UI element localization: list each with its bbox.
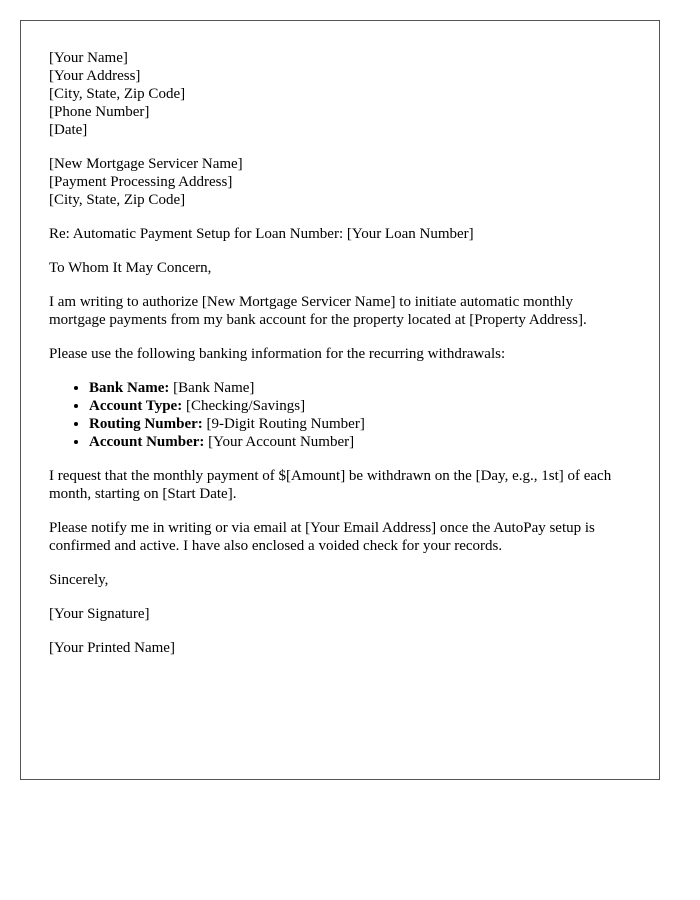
recipient-name: [New Mortgage Servicer Name] (49, 156, 243, 172)
authorization-paragraph: I am writing to authorize [New Mortgage Servicer Name] to initiate automatic monthly mortgage payments from my bank account for the property located at [Property Address]. (49, 294, 587, 328)
salutation: To Whom It May Concern, (49, 260, 212, 276)
recipient-block (49, 155, 631, 209)
account-number-label: Account Number: (89, 434, 205, 450)
routing-number-value: [9-Digit Routing Number] (206, 416, 365, 432)
routing-number-label: Routing Number: (89, 416, 203, 432)
bank-name-value: [Bank Name] (173, 380, 255, 396)
printed-name: [Your Printed Name] (49, 640, 175, 656)
banking-intro-paragraph: Please use the following banking information for the recurring withdrawals: (49, 346, 506, 362)
list-item (89, 397, 631, 415)
letter-page (20, 20, 660, 780)
notification-paragraph: Please notify me in writing or via email at [Your Email Address] once the AutoPay setup is confirmed and active. I have also enclosed a voided check for your records. (49, 520, 595, 554)
sender-block (49, 49, 631, 139)
banking-info-list (49, 379, 631, 451)
payment-request-paragraph: I request that the monthly payment of $[Amount] be withdrawn on the [Day, e.g., 1st] of each month, starting on [Start Date]. (49, 468, 612, 502)
sender-city-state-zip: [City, State, Zip Code] (49, 86, 186, 102)
list-item (89, 379, 631, 397)
sender-address: [Your Address] (49, 68, 141, 84)
list-item (89, 433, 631, 451)
recipient-city-state-zip: [City, State, Zip Code] (49, 192, 186, 208)
sender-name: [Your Name] (49, 50, 128, 66)
letter-date: [Date] (49, 122, 88, 138)
account-type-value: [Checking/Savings] (185, 398, 306, 414)
list-item (89, 415, 631, 433)
account-number-value: [Your Account Number] (208, 434, 355, 450)
account-type-label: Account Type: (89, 398, 183, 414)
subject-line: Re: Automatic Payment Setup for Loan Number: [Your Loan Number] (49, 226, 474, 242)
signature: [Your Signature] (49, 606, 150, 622)
sender-phone: [Phone Number] (49, 104, 150, 120)
recipient-address: [Payment Processing Address] (49, 174, 233, 190)
closing: Sincerely, (49, 572, 109, 588)
bank-name-label: Bank Name: (89, 380, 170, 396)
